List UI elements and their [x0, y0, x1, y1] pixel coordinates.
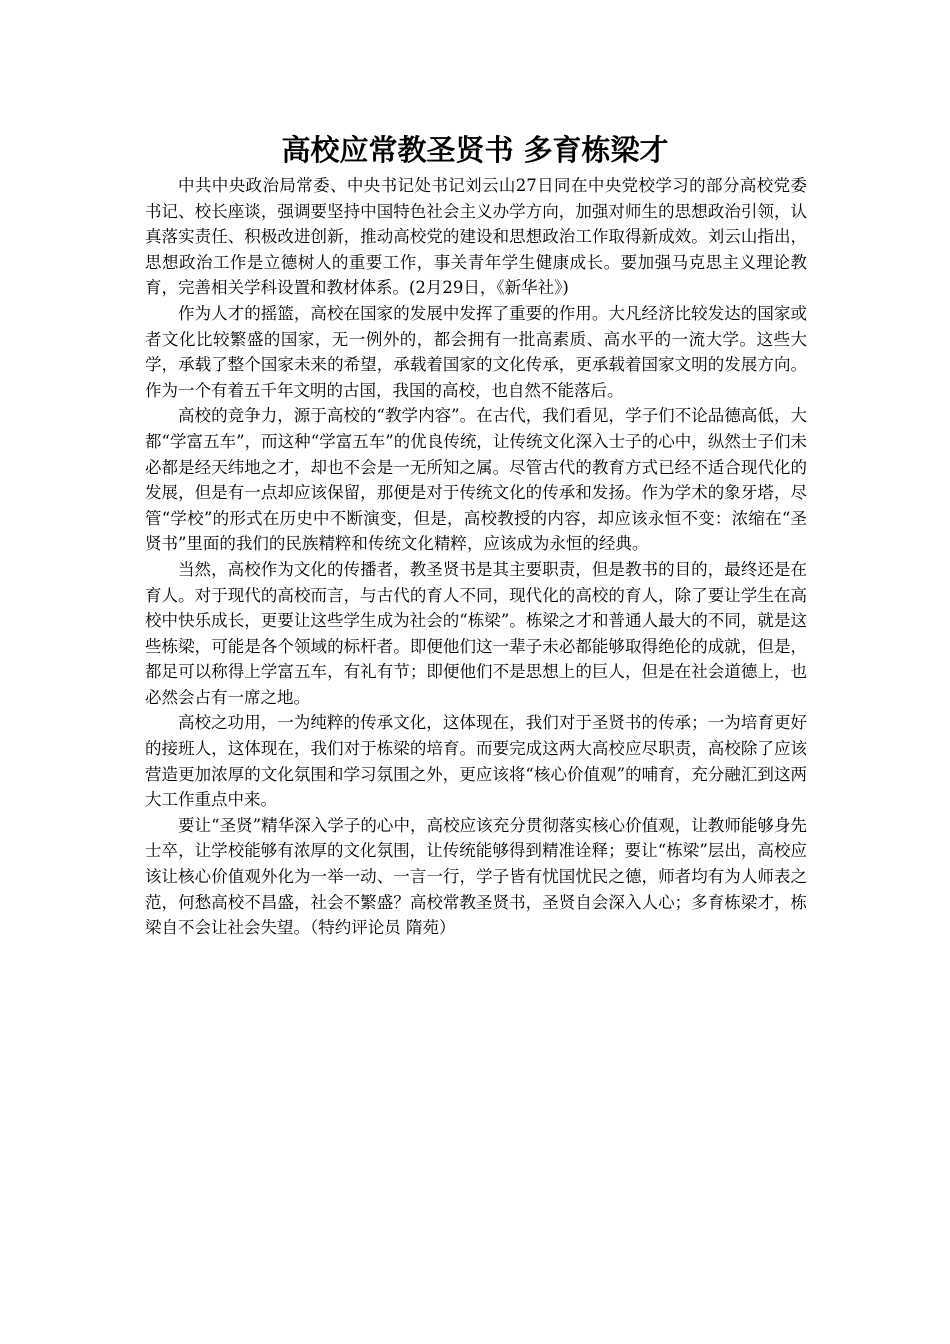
paragraph-6: 要让“圣贤”精华深入学子的心中，高校应该充分贯彻落实核心价值观，让教师能够身先士卒，让学校能够有浓厚的文化氛围，让传统能够得到精准诠释；要让“栋梁”层出，高校应该让核心价值观外化为一举一动、一言一行，学子皆有忧国忧民之德，师者均有为人师表之范，何愁高校不昌盛，社会不繁盛？高校常教圣贤书，圣贤自会深入人心；多育栋梁才，栋梁自不会让社会失望。（特约评论员 隋苑） — [145, 815, 807, 938]
paragraph-4: 当然，高校作为文化的传播者，教圣贤书是其主要职责，但是教书的目的，最终还是在育人。对于现代的高校而言，与古代的育人不同，现代化的高校的育人，除了要让学生在高校中快乐成长，更要让这些学生成为社会的“栋梁”。栋梁之才和普通人最大的不同，就是这些栋梁，可能是各个领域的标杆者。即便他们这一辈子未必都能够取得绝伦的成就，但是，都足可以称得上学富五车，有礼有节；即便他们不是思想上的巨人，但是在社会道德上，也必然会占有一席之地。 — [145, 559, 807, 707]
paragraph-3: 高校的竞争力，源于高校的“教学内容”。在古代，我们看见，学子们不论品德高低，大都“学富五车”，而这种“学富五车”的优良传统，让传统文化深入士子的心中，纵然士子们未必都是经天纬地之才，却也不会是一无所知之属。尽管古代的教育方式已经不适合现代化的发展，但是有一点却应该保留，那便是对于传统文化的传承和发扬。作为学术的象牙塔，尽管“学校”的形式在历史中不断演变，但是，高校教授的内容，却应该永恒不变：浓缩在“圣贤书”里面的我们的民族精粹和传统文化精粹，应该成为永恒的经典。 — [145, 406, 807, 554]
page-title: 高校应常教圣贤书 多育栋梁才 — [281, 133, 669, 167]
paragraph-2: 作为人才的摇篮，高校在国家的发展中发挥了重要的作用。大凡经济比较发达的国家或者文化比较繁盛的国家，无一例外的，都会拥有一批高素质、高水平的一流大学。这些大学，承载了整个国家未来的希望，承载着国家的文化传承，更承载着国家文明的发展方向。作为一个有着五千年文明的古国，我国的高校，也自然不能落后。 — [145, 303, 807, 400]
article-body — [145, 173, 807, 941]
paragraph-5: 高校之功用，一为纯粹的传承文化，这体现在，我们对于圣贤书的传承；一为培育更好的接班人，这体现在，我们对于栋梁的培育。而要完成这两大高校应尽职责，高校除了应该营造更加浓厚的文化氛围和学习氛围之外，更应该将“核心价值观”的哺育，充分融汇到这两大工作重点中来。 — [145, 713, 807, 810]
paragraph-1: 中共中央政治局常委、中央书记处书记刘云山27日同在中央党校学习的部分高校党委书记、校长座谈，强调要坚持中国特色社会主义办学方向，加强对师生的思想政治引领，认真落实责任、积极改进创新，推动高校党的建设和思想政治工作取得新成效。刘云山指出，思想政治工作是立德树人的重要工作，事关青年学生健康成长。要加强马克思主义理论教育，完善相关学科设置和教材体系。(2月29日，《新华社》) — [145, 176, 807, 298]
